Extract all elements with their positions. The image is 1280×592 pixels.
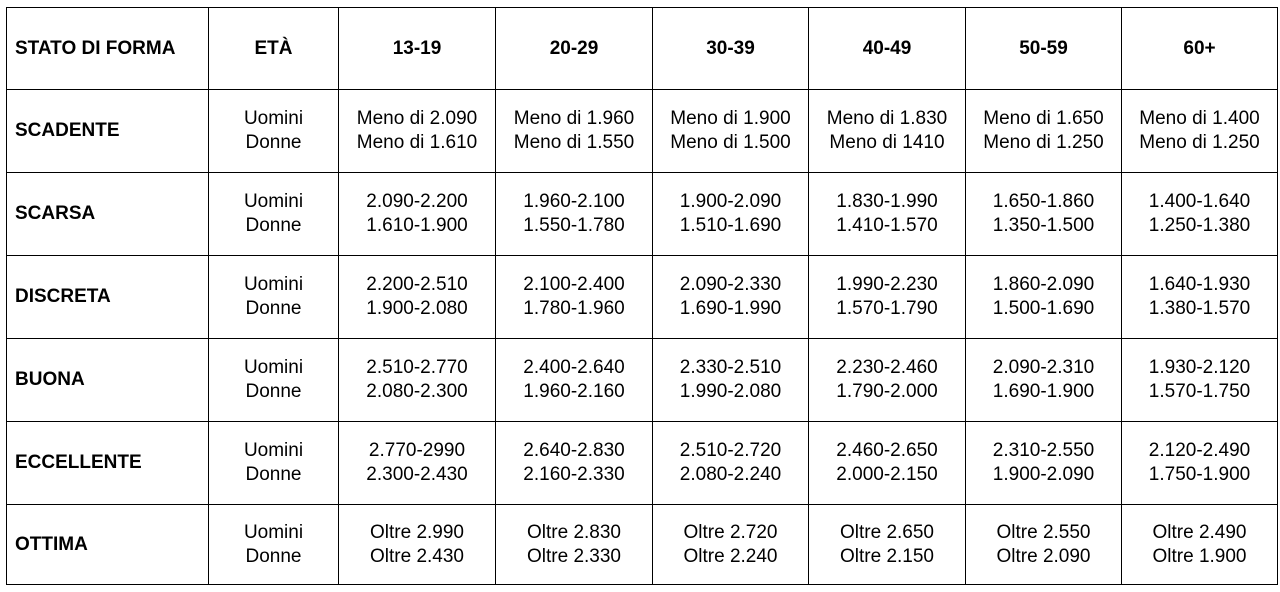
value-men: 2.200-2.510 [366, 274, 468, 295]
value-men: 2.120-2.490 [1148, 440, 1251, 461]
table-row [7, 339, 1278, 422]
value-men: Oltre 2.490 [1152, 521, 1247, 543]
value-women: 2.080-2.300 [366, 381, 468, 402]
fitness-level-label: ECCELLENTE [7, 422, 209, 505]
value-cell [496, 90, 653, 173]
value-cell [966, 505, 1122, 585]
header-age-30-39: 30-39 [653, 8, 809, 90]
value-women: 2.000-2.150 [836, 464, 938, 485]
fitness-table [6, 7, 1278, 585]
value-women: 2.160-2.330 [523, 464, 625, 485]
value-cell [496, 422, 653, 505]
value-cell [339, 505, 496, 585]
value-cell [496, 173, 653, 256]
value-women: Meno di 1.550 [513, 132, 635, 153]
value-women: 1.500-1.690 [992, 298, 1095, 319]
value-women: 1.690-1.990 [679, 298, 782, 319]
value-women: Oltre 2.150 [840, 545, 934, 567]
gender-men-label: Uomini [243, 521, 304, 543]
value-women: 2.080-2.240 [679, 464, 782, 485]
value-women: 1.510-1.690 [679, 215, 782, 236]
value-men: Oltre 2.720 [683, 521, 778, 543]
value-men: Meno di 1.830 [826, 108, 948, 129]
value-cell [966, 339, 1122, 422]
gender-men-label: Uomini [243, 357, 304, 378]
value-women: 1.350-1.500 [992, 215, 1095, 236]
value-women: 1.780-1.960 [523, 298, 625, 319]
gender-women-label: Donne [245, 215, 302, 236]
header-age-13-19: 13-19 [339, 8, 496, 90]
gender-men-label: Uomini [243, 191, 304, 212]
value-women: 2.300-2.430 [366, 464, 468, 485]
gender-men-label: Uomini [243, 440, 304, 461]
value-women: Oltre 2.240 [683, 545, 778, 567]
header-age-40-49: 40-49 [809, 8, 966, 90]
value-women: 1.550-1.780 [523, 215, 625, 236]
value-cell [339, 339, 496, 422]
gender-women-label: Donne [245, 464, 302, 485]
gender-cell [209, 339, 339, 422]
fitness-level-label: DISCRETA [7, 256, 209, 339]
gender-women-label: Donne [245, 298, 302, 319]
value-men: 1.650-1.860 [992, 191, 1095, 212]
table-row [7, 422, 1278, 505]
value-cell [653, 505, 809, 585]
value-cell [339, 90, 496, 173]
value-men: Meno di 1.900 [670, 108, 791, 129]
value-men: Meno di 1.400 [1139, 108, 1260, 129]
value-cell [339, 173, 496, 256]
value-men: 2.330-2.510 [679, 357, 782, 378]
value-women: Oltre 1.900 [1152, 545, 1247, 567]
fitness-level-label: SCADENTE [7, 90, 209, 173]
value-women: Oltre 2.090 [996, 545, 1091, 567]
value-men: Oltre 2.990 [370, 521, 464, 543]
value-cell [1122, 505, 1278, 585]
header-age-50-59: 50-59 [966, 8, 1122, 90]
value-men: Oltre 2.550 [996, 521, 1091, 543]
value-women: 1.250-1.380 [1148, 215, 1251, 236]
gender-women-label: Donne [245, 545, 302, 567]
value-men: 1.830-1.990 [836, 191, 938, 212]
value-men: Meno di 2.090 [356, 108, 478, 129]
value-men: 1.900-2.090 [679, 191, 782, 212]
gender-men-label: Uomini [243, 108, 304, 129]
header-stato: STATO DI FORMA [7, 8, 209, 90]
value-women: 1.790-2.000 [836, 381, 938, 402]
value-men: 2.310-2.550 [992, 440, 1095, 461]
gender-women-label: Donne [245, 381, 302, 402]
value-men: 1.640-1.930 [1148, 274, 1251, 295]
value-cell [496, 505, 653, 585]
value-cell [1122, 339, 1278, 422]
value-women: 1.570-1.790 [836, 298, 938, 319]
value-cell [339, 256, 496, 339]
gender-cell [209, 173, 339, 256]
value-women: 1.900-2.090 [992, 464, 1095, 485]
value-men: 2.090-2.200 [366, 191, 468, 212]
value-men: 2.640-2.830 [523, 440, 625, 461]
value-cell [966, 173, 1122, 256]
value-men: Meno di 1.960 [513, 108, 635, 129]
value-cell [809, 422, 966, 505]
value-cell [1122, 90, 1278, 173]
table-row [7, 90, 1278, 173]
gender-cell [209, 505, 339, 585]
value-women: Meno di 1.250 [1139, 132, 1260, 153]
table-row [7, 505, 1278, 585]
value-cell [966, 90, 1122, 173]
value-women: 1.690-1.900 [992, 381, 1095, 402]
value-men: 1.960-2.100 [523, 191, 625, 212]
value-men: 1.860-2.090 [992, 274, 1095, 295]
gender-women-label: Donne [245, 132, 302, 153]
value-cell [809, 339, 966, 422]
value-cell [653, 422, 809, 505]
value-men: 2.090-2.330 [679, 274, 782, 295]
value-cell [1122, 256, 1278, 339]
value-women: Oltre 2.330 [527, 545, 621, 567]
value-cell [966, 422, 1122, 505]
value-women: Oltre 2.430 [370, 545, 464, 567]
value-cell [966, 256, 1122, 339]
header-age-60-plus: 60+ [1122, 8, 1278, 90]
value-women: 1.900-2.080 [366, 298, 468, 319]
value-cell [653, 173, 809, 256]
value-cell [653, 90, 809, 173]
value-cell [809, 256, 966, 339]
value-cell [809, 90, 966, 173]
value-women: Meno di 1.610 [356, 132, 478, 153]
value-men: 1.990-2.230 [836, 274, 938, 295]
value-women: 1.990-2.080 [679, 381, 782, 402]
value-women: 1.570-1.750 [1148, 381, 1251, 402]
value-women: 1.410-1.570 [836, 215, 938, 236]
value-cell [1122, 173, 1278, 256]
value-men: 2.400-2.640 [523, 357, 625, 378]
header-age-20-29: 20-29 [496, 8, 653, 90]
value-cell [809, 505, 966, 585]
value-women: 1.960-2.160 [523, 381, 625, 402]
value-cell [339, 422, 496, 505]
value-women: Meno di 1.250 [983, 132, 1104, 153]
value-women: 1.610-1.900 [366, 215, 468, 236]
value-men: 2.460-2.650 [836, 440, 938, 461]
value-cell [809, 173, 966, 256]
value-men: 1.930-2.120 [1148, 357, 1251, 378]
fitness-level-label: OTTIMA [7, 505, 209, 585]
value-women: Meno di 1410 [829, 132, 945, 153]
value-women: Meno di 1.500 [670, 132, 791, 153]
value-cell [496, 339, 653, 422]
value-men: 1.400-1.640 [1148, 191, 1251, 212]
value-cell [1122, 422, 1278, 505]
value-cell [496, 256, 653, 339]
gender-cell [209, 90, 339, 173]
value-women: 1.380-1.570 [1148, 298, 1251, 319]
gender-cell [209, 256, 339, 339]
value-women: 1.750-1.900 [1148, 464, 1251, 485]
table-row [7, 256, 1278, 339]
value-men: Meno di 1.650 [983, 108, 1104, 129]
fitness-level-label: SCARSA [7, 173, 209, 256]
gender-men-label: Uomini [243, 274, 304, 295]
value-cell [653, 256, 809, 339]
value-men: Oltre 2.650 [840, 521, 934, 543]
fitness-level-label: BUONA [7, 339, 209, 422]
value-men: 2.230-2.460 [836, 357, 938, 378]
value-men: 2.090-2.310 [992, 357, 1095, 378]
table-row [7, 173, 1278, 256]
gender-cell [209, 422, 339, 505]
value-men: 2.100-2.400 [523, 274, 625, 295]
header-eta: ETÀ [209, 8, 339, 90]
value-men: 2.510-2.770 [366, 357, 468, 378]
value-men: 2.770-2990 [368, 440, 466, 461]
value-men: 2.510-2.720 [679, 440, 782, 461]
value-cell [653, 339, 809, 422]
value-men: Oltre 2.830 [527, 521, 621, 543]
header-row [7, 8, 1278, 90]
